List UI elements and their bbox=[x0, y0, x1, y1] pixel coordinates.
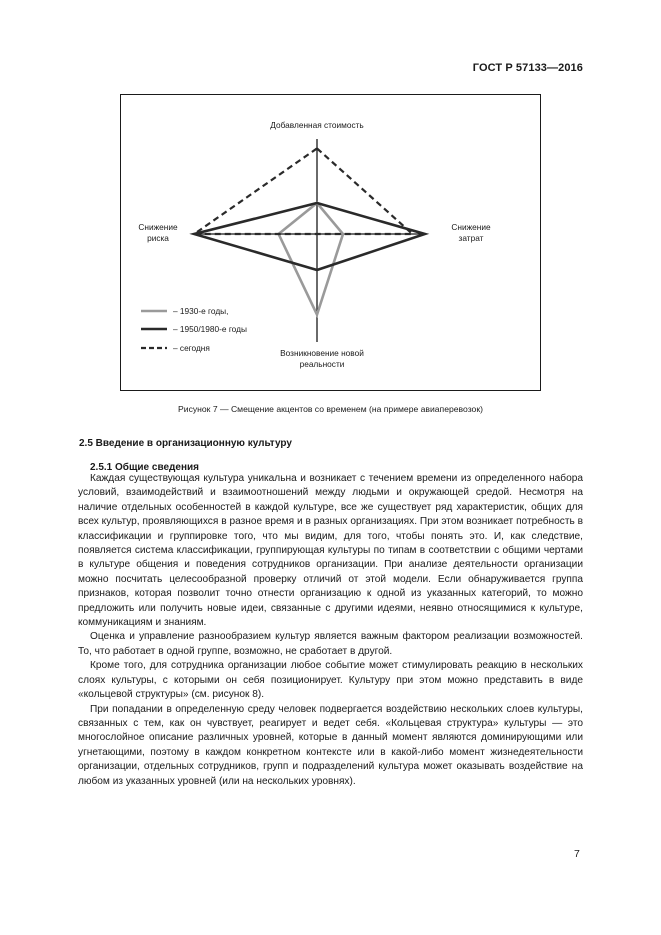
paragraph: Каждая существующая культура уникальна и возникает с течением времени из определенного набора условий, взаимодействий и взаимоотношений между людьми и окружающей средой. Несмотря на наличие отдельных особенностей в каждой культуре, все же существует ряд характеристик, общих для всех культур, проявляющихся в разное время и в разных организациях. При этом возникает потребность в классификации и группировке того, что мы видим, для того, чтобы понять это. И, как следствие, появляется система классификации, группирующая культуры по типам в соответствии с общими чертами в культуре общения и поведения сотрудников организации. При анализе деятельности организации можно посчитать целесообразной проверку отличий от этой модели. Если обнаруживается группа признаков, которая позволит точно отнести организацию к одной из указанных категорий, то можно предложить или получить новые идеи, связанные с другими идеями, неявно относящимися к культуре, коммуникациям и знаниям. bbox=[78, 473, 583, 629]
subsection-heading: 2.5.1 Общие сведения bbox=[90, 462, 199, 473]
axis-label-left-2: риска bbox=[147, 233, 169, 243]
paragraph: При попадании в определенную среду человек подвергается воздействию нескольких слоев культуры, связанных с тем, как он чувствует, реагирует и ведет себя. «Кольцевая структура» культуры — это многослойное описание различных уровней, которые в данный момент являются доминирующими или угнетающими, поэтому в каждом конкретном контексте или в какой-либо момент жизнедеятельности организации, отдельных сотрудников, групп и подразделений культура может оказывать воздействие на любом из указанных уровней (или на нескольких уровнях). bbox=[78, 703, 583, 787]
paragraph: Оценка и управление разнообразием культур является важным фактором реализации возможностей. То, что работает в одной группе, возможно, не сработает в другой. bbox=[78, 631, 583, 657]
section-heading: 2.5 Введение в организационную культуру bbox=[79, 438, 292, 449]
radar-figure bbox=[120, 94, 541, 391]
axis-label-right-1: Снижение bbox=[451, 222, 491, 232]
radar-chart bbox=[121, 95, 542, 392]
axis-label-bottom-2: реальности bbox=[299, 359, 345, 369]
radar-series-0 bbox=[279, 203, 343, 315]
axis-label-top: Добавленная стоимость bbox=[270, 120, 364, 130]
radar-series-1 bbox=[194, 203, 425, 270]
body-text bbox=[78, 472, 583, 789]
axis-label-right-2: затрат bbox=[458, 233, 484, 243]
standard-number: ГОСТ Р 57133—2016 bbox=[472, 62, 583, 74]
legend-label-1950: – 1950/1980-е годы bbox=[173, 324, 247, 334]
legend-label-1930: – 1930-е годы, bbox=[173, 306, 229, 316]
figure-caption: Рисунок 7 — Смещение акцентов со временем (на примере авиаперевозок) bbox=[178, 404, 483, 414]
axis-label-bottom-1: Возникновение новой bbox=[280, 348, 364, 358]
legend-label-today: – сегодня bbox=[173, 343, 210, 353]
paragraph: Кроме того, для сотрудника организации любое событие может стимулировать реакцию в нескольких слоях культуры, с которыми он себя позиционирует. Культуру при этом можно представить в виде «кольцевой структуры» (см. рисунок 8). bbox=[78, 660, 583, 701]
legend bbox=[141, 306, 247, 353]
page-number: 7 bbox=[574, 848, 580, 860]
axis-label-left-1: Снижение bbox=[138, 222, 178, 232]
